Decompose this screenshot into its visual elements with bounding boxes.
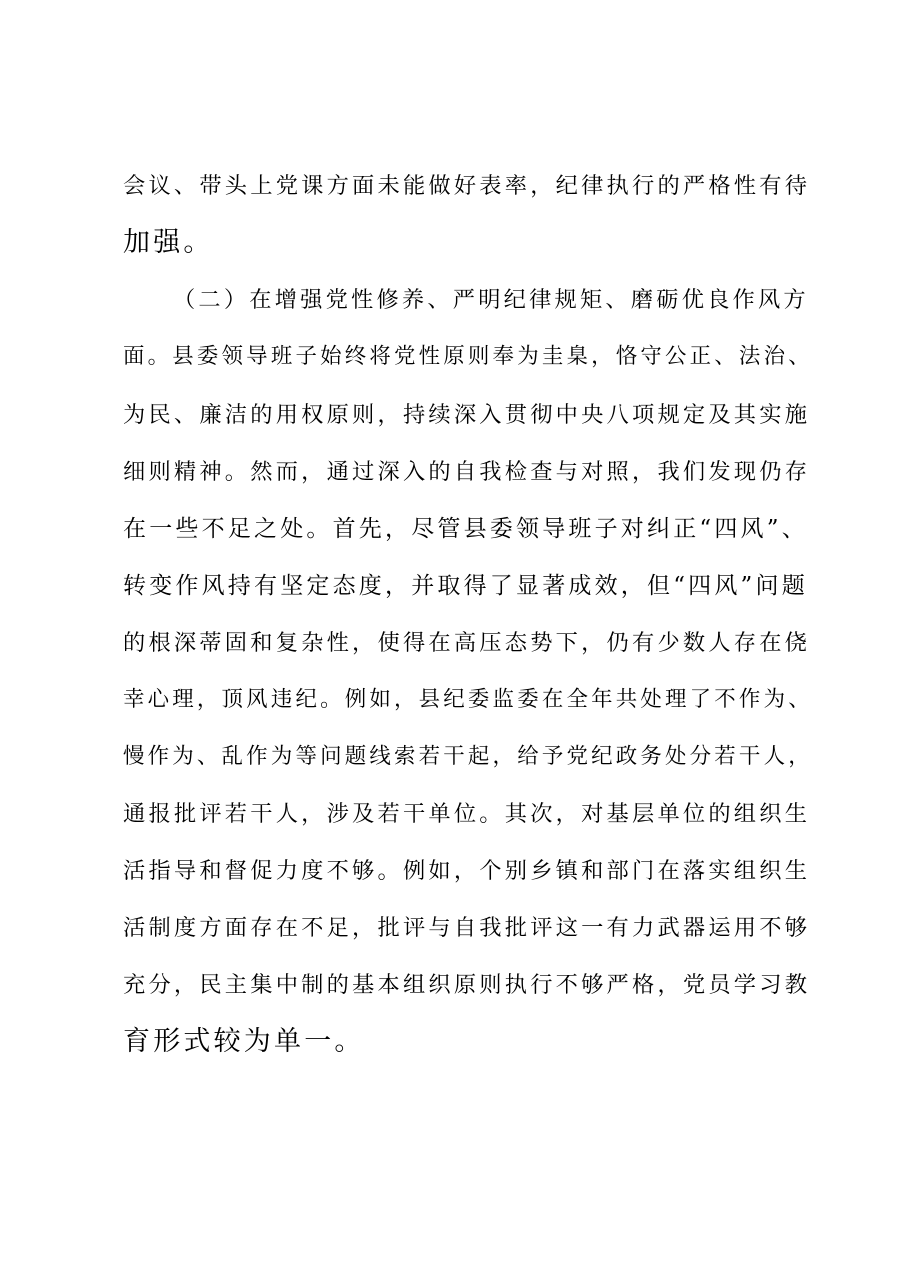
section-heading-line: （二）在增强党性修养、严明纪律规矩、磨砺优良作风方 — [173, 287, 809, 313]
text-line-10: 幸心理，顶风违纪。例如，县纪委监委在全年共处理了不作为、 — [123, 687, 813, 712]
text-line-9: 的根深蒂固和复杂性，使得在高压态势下，仍有少数人存在侥 — [123, 630, 811, 656]
text-line-11: 慢作为、乱作为等问题线索若干起，给予党纪政务处分若干人， — [123, 744, 813, 769]
text-line-4: 面。县委领导班子始终将党性原则奉为圭臬，恪守公正、法治、 — [123, 344, 813, 369]
text-line-5: 为民、廉洁的用权原则，持续深入贯彻中央八项规定及其实施 — [123, 402, 811, 428]
text-line-8: 转变作风持有坚定态度，并取得了显著成效，但“四风”问题 — [123, 573, 808, 599]
text-line-2: 加强。 — [123, 227, 214, 258]
text-line-14: 活制度方面存在不足，批评与自我批评这一有力武器运用不够 — [123, 915, 811, 941]
text-line-1: 会议、带头上党课方面未能做好表率，纪律执行的严格性有待 — [123, 173, 811, 199]
text-line-13: 活指导和督促力度不够。例如，个别乡镇和部门在落实组织生 — [123, 858, 811, 884]
text-line-15: 充分，民主集中制的基本组织原则执行不够严格，党员学习教 — [123, 972, 811, 998]
text-line-7: 在一些不足之处。首先，尽管县委领导班子对纠正“四风”、 — [123, 516, 808, 542]
text-line-6: 细则精神。然而，通过深入的自我检查与对照，我们发现仍存 — [123, 459, 811, 485]
text-line-16: 育形式较为单一。 — [123, 1026, 365, 1057]
text-line-12: 通报批评若干人，涉及若干单位。其次，对基层单位的组织生 — [123, 801, 811, 827]
